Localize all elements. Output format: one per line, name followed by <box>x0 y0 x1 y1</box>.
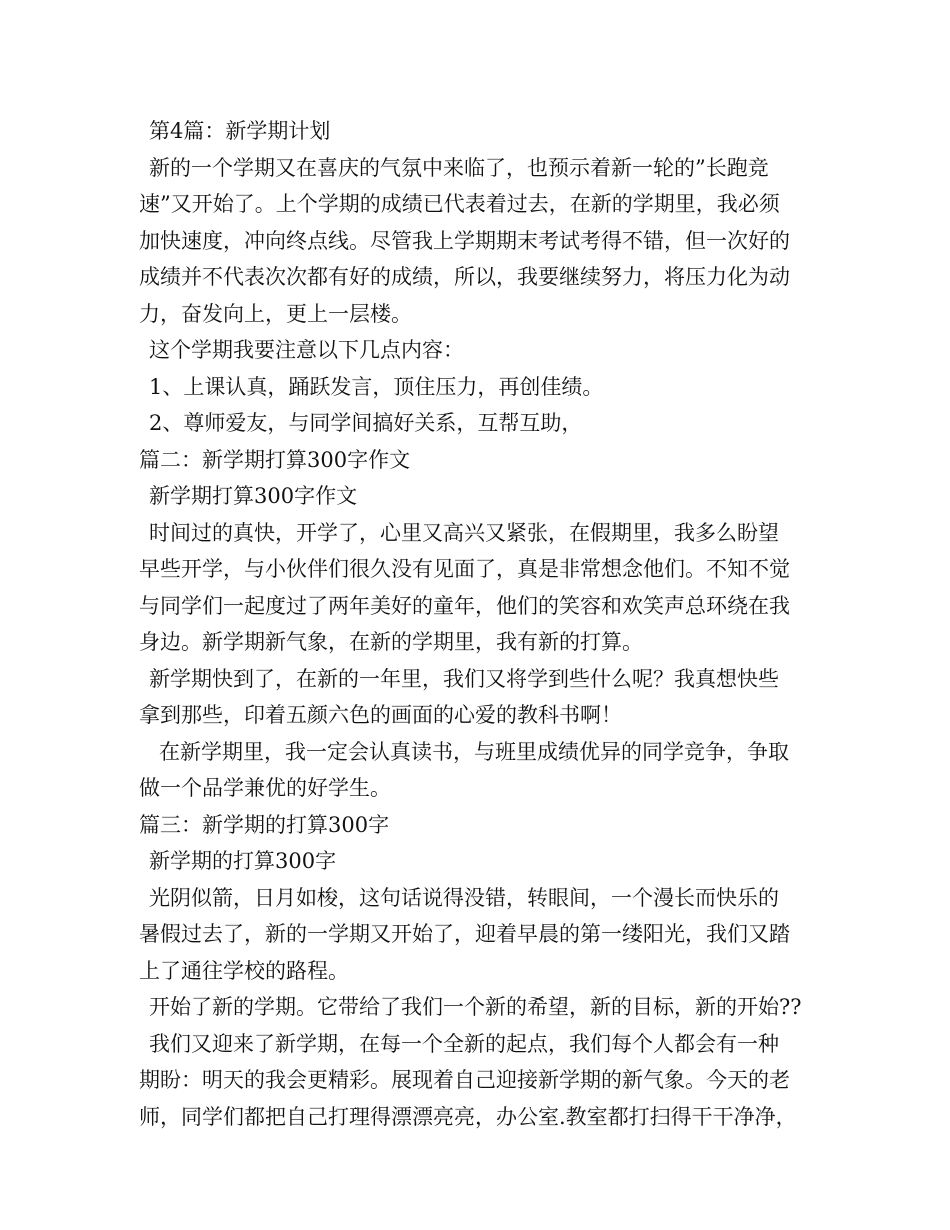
article-title: 新学期的打算300字 <box>149 849 337 873</box>
paragraph-line: 暑假过去了，新的一学期又开始了，迎着早晨的第一缕阳光，我们又踏 <box>139 922 790 946</box>
paragraph-line: 在新学期里，我一定会认真读书，与班里成绩优异的同学竞争，争取 <box>159 739 789 764</box>
paragraph-line: 力，奋发向上，更上一层楼。 <box>139 301 412 326</box>
section-heading: 篇二：新学期打算300字作文 <box>139 447 411 472</box>
paragraph-line: 成绩并不代表次次都有好的成绩，所以，我要继续努力，将压力化为动 <box>139 265 790 289</box>
paragraph-line: 加快速度，冲向终点线。尽管我上学期期末考试考得不错，但一次好的 <box>139 228 790 253</box>
paragraph-line: 期盼：明天的我会更精彩。展现着自己迎接新学期的新气象。今天的老 <box>139 1068 790 1092</box>
document-body <box>139 113 829 1135</box>
paragraph-line: 新学期快到了，在新的一年里，我们又将学到些什么呢？我真想快些 <box>149 666 779 691</box>
paragraph-line: 这个学期我要注意以下几点内容： <box>149 338 464 362</box>
paragraph-line: 与同学们一起度过了两年美好的童年，他们的笑容和欢笑声总环绕在我 <box>139 593 790 618</box>
list-item: 2、尊师爱友，与同学间搞好关系，互帮互助， <box>149 411 583 435</box>
paragraph-line: 拿到那些，印着五颜六色的画面的心爱的教科书啊！ <box>139 703 622 727</box>
paragraph-line: 速”又开始了。上个学期的成绩已代表着过去，在新的学期里，我必须 <box>139 192 780 216</box>
paragraph-line: 我们又迎来了新学期，在每一个全新的起点，我们每个人都会有一种 <box>149 1031 779 1056</box>
paragraph-line: 时间过的真快，开学了，心里又高兴又紧张，在假期里，我多么盼望 <box>149 520 779 545</box>
paragraph-line: 开始了新的学期。它带给了我们一个新的希望，新的目标，新的开始?? <box>149 995 802 1019</box>
paragraph-line: 上了通往学校的路程。 <box>139 958 349 983</box>
paragraph-line: 新的一个学期又在喜庆的气氛中来临了，也预示着新一轮的”长跑竞 <box>149 155 769 180</box>
paragraph-line: 师，同学们都把自己打理得漂漂亮亮，办公室.教室都打扫得干干净净， <box>139 1104 797 1129</box>
paragraph-line: 光阴似箭，日月如梭，这句话说得没错，转眼间，一个漫长而快乐的 <box>149 885 779 910</box>
paragraph-line: 做一个品学兼优的好学生。 <box>139 776 391 800</box>
paragraph-line: 早些开学，与小伙伴们很久没有见面了，真是非常想念他们。不知不觉 <box>139 557 790 581</box>
section-heading: 篇三：新学期的打算300字 <box>139 812 390 837</box>
article-title: 新学期打算300字作文 <box>149 484 358 508</box>
paragraph-line: 身边。新学期新气象，在新的学期里，我有新的打算。 <box>139 630 643 654</box>
section-heading: 第4篇：新学期计划 <box>149 119 331 143</box>
list-item: 1、上课认真，踊跃发言，顶住压力，再创佳绩。 <box>149 374 604 399</box>
